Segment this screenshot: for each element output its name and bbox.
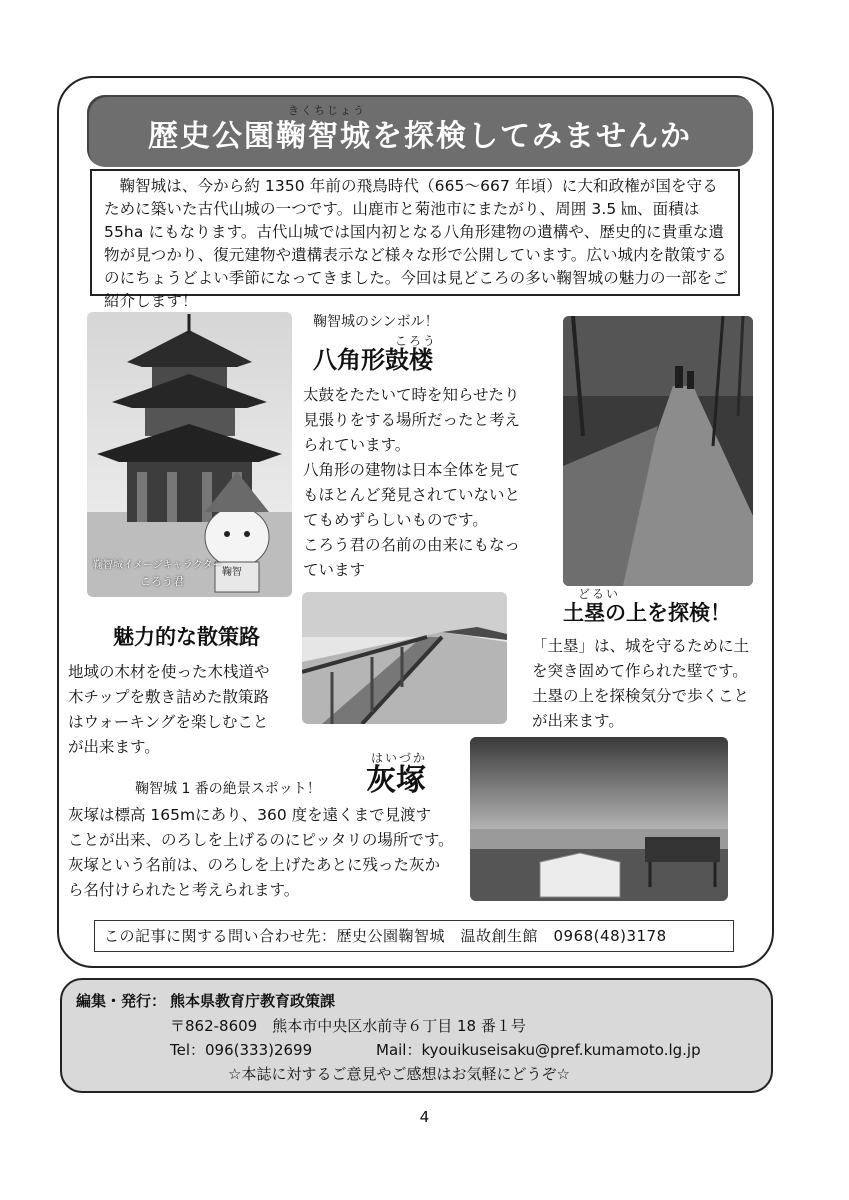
korou-line: 八角形の建物は日本全体を見て — [303, 461, 521, 479]
title-ruby: きくちじょう — [288, 104, 366, 117]
haizuka-ruby: はいづか — [371, 751, 428, 765]
dorui-line: が出来ます。 — [532, 712, 624, 730]
sansaku-line: 地域の木材を使った木桟道や — [68, 663, 270, 681]
korou-kicker: 鞠智城のシンボル！ — [313, 314, 439, 330]
publisher-mail: Mail：kyouikuseisaku@pref.kumamoto.lg.jp — [376, 1041, 701, 1059]
sansaku-line: 木チップを敷き詰めた散策路 — [68, 688, 270, 706]
korou-ruby: ころう — [395, 334, 438, 348]
korou-line: られています。 — [303, 436, 411, 454]
intro-text: 鞠智城は、今から約 1350 年前の飛鳥時代（665〜667 年頃）に大和政権が国を守るために築いた古代山城の一つです。山鹿市と菊池市にまたがり、周囲 3.5 ㎞、面積は 55ha にもなります。古代山城では国内初となる八角形建物の遺構や、歴史的に貴重な遺物が見つかり、復元建物や遺構表示など様々な形で公開しています。広い城内を散策するのにちょうどよい季節になってきました。今回は見どころの多い鞠智城の魅力の一部をご紹介します！ — [104, 177, 729, 310]
mascot-sash: 鞠智 — [222, 567, 242, 578]
page-number: 4 — [419, 1108, 430, 1126]
korou-line: 見張りをする場所だったと考え — [303, 411, 521, 429]
pagoda-photo — [87, 312, 292, 597]
dorui-heading: 土塁の上を探検！ — [563, 601, 731, 625]
haizuka-photo — [470, 737, 728, 901]
sansaku-body — [68, 660, 298, 760]
haizuka-line: ら名付けられたと考えられます。 — [68, 881, 300, 899]
dorui-line: を突き固めて作られた壁です。 — [532, 662, 748, 680]
haizuka-line: 灰塚は標高 165mにあり、360 度を遠くまで見渡す — [68, 806, 432, 824]
feedback-note: ☆本誌に対するご意見やご感想はお気軽にどうぞ☆ — [228, 1065, 570, 1083]
sansaku-line: はウォーキングを楽しむこと — [68, 713, 269, 731]
korou-line: もほとんど発見されていないと — [303, 486, 521, 504]
dorui-body — [532, 634, 772, 734]
boardwalk-photo — [302, 592, 507, 724]
haizuka-kicker: 鞠智城 1 番の絶景スポット！ — [135, 781, 321, 797]
publisher-name: 熊本県教育庁教育政策課 — [170, 992, 336, 1010]
sansaku-line: が出来ます。 — [68, 738, 160, 756]
page-title: 歴史公園鞠智城を探検してみませんか — [148, 119, 692, 154]
haizuka-body — [68, 803, 468, 903]
korou-line: ています — [303, 561, 366, 579]
haizuka-line: 灰塚という名前は、のろしを上げたあとに残った灰か — [68, 856, 441, 874]
korou-line: 太鼓をたたいて時を知らせたり — [303, 386, 520, 404]
mascot-name: ころう君 — [140, 575, 184, 588]
dorui-line: 「土塁」は、城を守るために土 — [532, 637, 750, 655]
publisher-label: 編集・発行： — [76, 992, 167, 1010]
haizuka-heading: 灰塚 — [366, 763, 426, 798]
publisher-address: 〒862-8609 熊本市中央区水前寺６丁目 18 番１号 — [170, 1017, 526, 1035]
haizuka-line: ことが出来、のろしを上げるのにピッタリの場所です。 — [68, 831, 454, 849]
korou-line: ころう君の名前の由来にもなっ — [303, 536, 521, 554]
dorui-ruby: どるい — [578, 587, 621, 601]
contact-text: この記事に関する問い合わせ先：歴史公園鞠智城 温故創生館 0968(48)3178 — [104, 927, 667, 945]
korou-line: てもめずらしいものです。 — [303, 511, 488, 529]
mascot-caption: 鞠智城イメージキャラクター — [93, 560, 223, 571]
publisher-tel: Tel：096(333)2699 — [170, 1041, 313, 1059]
sansaku-heading: 魅力的な散策路 — [113, 625, 260, 649]
korou-heading: 八角形鼓楼 — [313, 346, 433, 374]
dorui-line: 土塁の上を探検気分で歩くこと — [532, 687, 750, 705]
korou-body — [303, 383, 553, 583]
earthwork-photo — [563, 316, 753, 586]
